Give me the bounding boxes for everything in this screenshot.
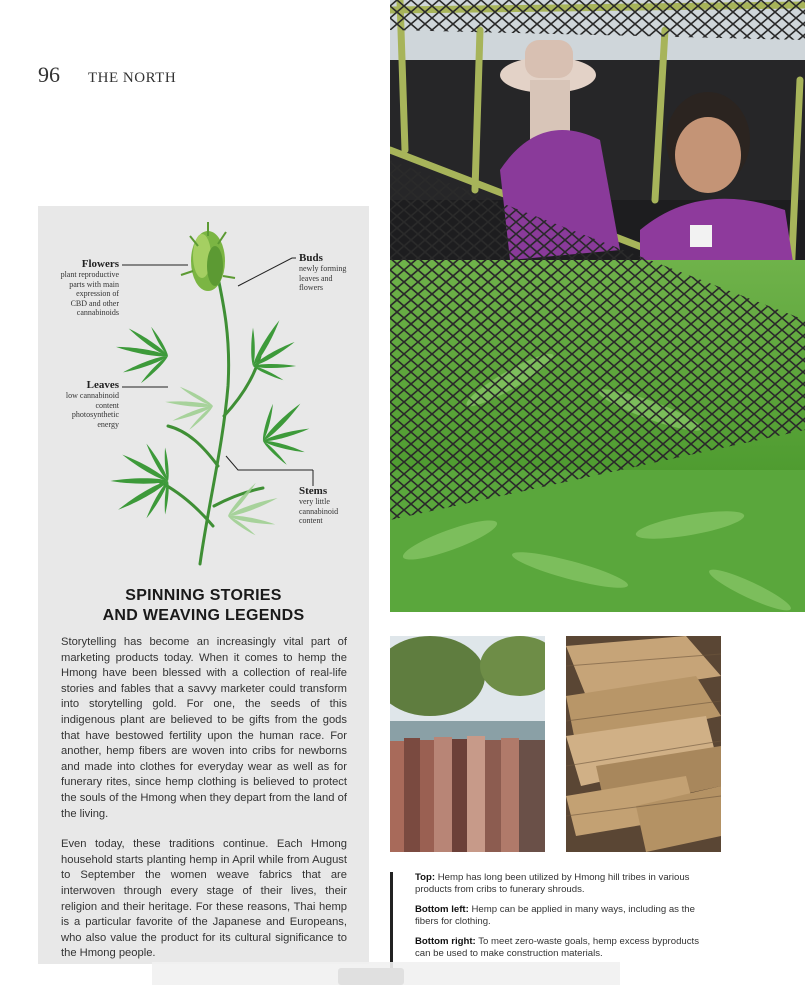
photo-captions — [390, 872, 715, 968]
flowers-label: Flowers plant reproductive parts with main expression of CBD and other cannabinoids — [60, 258, 119, 317]
page-header — [38, 62, 176, 88]
sidebar-panel — [38, 206, 369, 964]
section-title: THE NORTH — [88, 70, 177, 86]
article-body — [61, 635, 347, 977]
paragraph: Even today, these traditions continue. Each Hmong household starts planting hemp in April while from August to September the women weave fabrics that are interwoven through every stage of their lives, their religion and their heritage. For these reasons, Thai hemp is a particular favorite of the Japanese and Europeans, who also value the product for its cultural significance to the Hmong people. — [61, 838, 347, 960]
paragraph: Storytelling has become an increasingly vital part of marketing products today. When it comes to hemp the Hmong have been blessed with a collection of real-life stories and fables that a savvy marketer could transform into storytelling gold. For one, the seeds of this indigenous plant are believed to be gifts from the gods that have bestowed fertility upon the human race. For another, hemp fibers are woven into cribs for newborns and made into clothes for everyday wear as well as for funerary rites, since hemp clothing is believed to protect the souls of the Hmong when they depart from the land of the living. — [61, 636, 347, 820]
top-photo-hemp-drying — [390, 0, 805, 612]
bottom-right-photo-hemp-boards — [566, 636, 721, 852]
article-heading: SPINNING STORIES AND WEAVING LEGENDS — [102, 587, 305, 624]
leaves-label: Leaves low cannabinoid content photosynthetic energy — [65, 379, 119, 429]
buds-label: Buds newly forming leaves and flowers — [299, 252, 347, 292]
stems-label: Stems very little cannabinoid content — [299, 485, 339, 525]
page-number: 96 — [38, 62, 60, 87]
caption-bottom-right: Bottom right: To meet zero-waste goals, hemp excess byproducts can be used to make construction materials. — [415, 936, 700, 959]
caption-top: Top: Hemp has long been utilized by Hmong hill tribes in various products from cribs to funerary shrouds. — [415, 872, 690, 895]
bottom-left-photo-fabrics — [390, 636, 545, 852]
zoom-control[interactable] — [338, 968, 404, 985]
caption-bottom-left: Bottom left: Hemp can be applied in many ways, including as the fibers for clothing. — [415, 904, 695, 927]
